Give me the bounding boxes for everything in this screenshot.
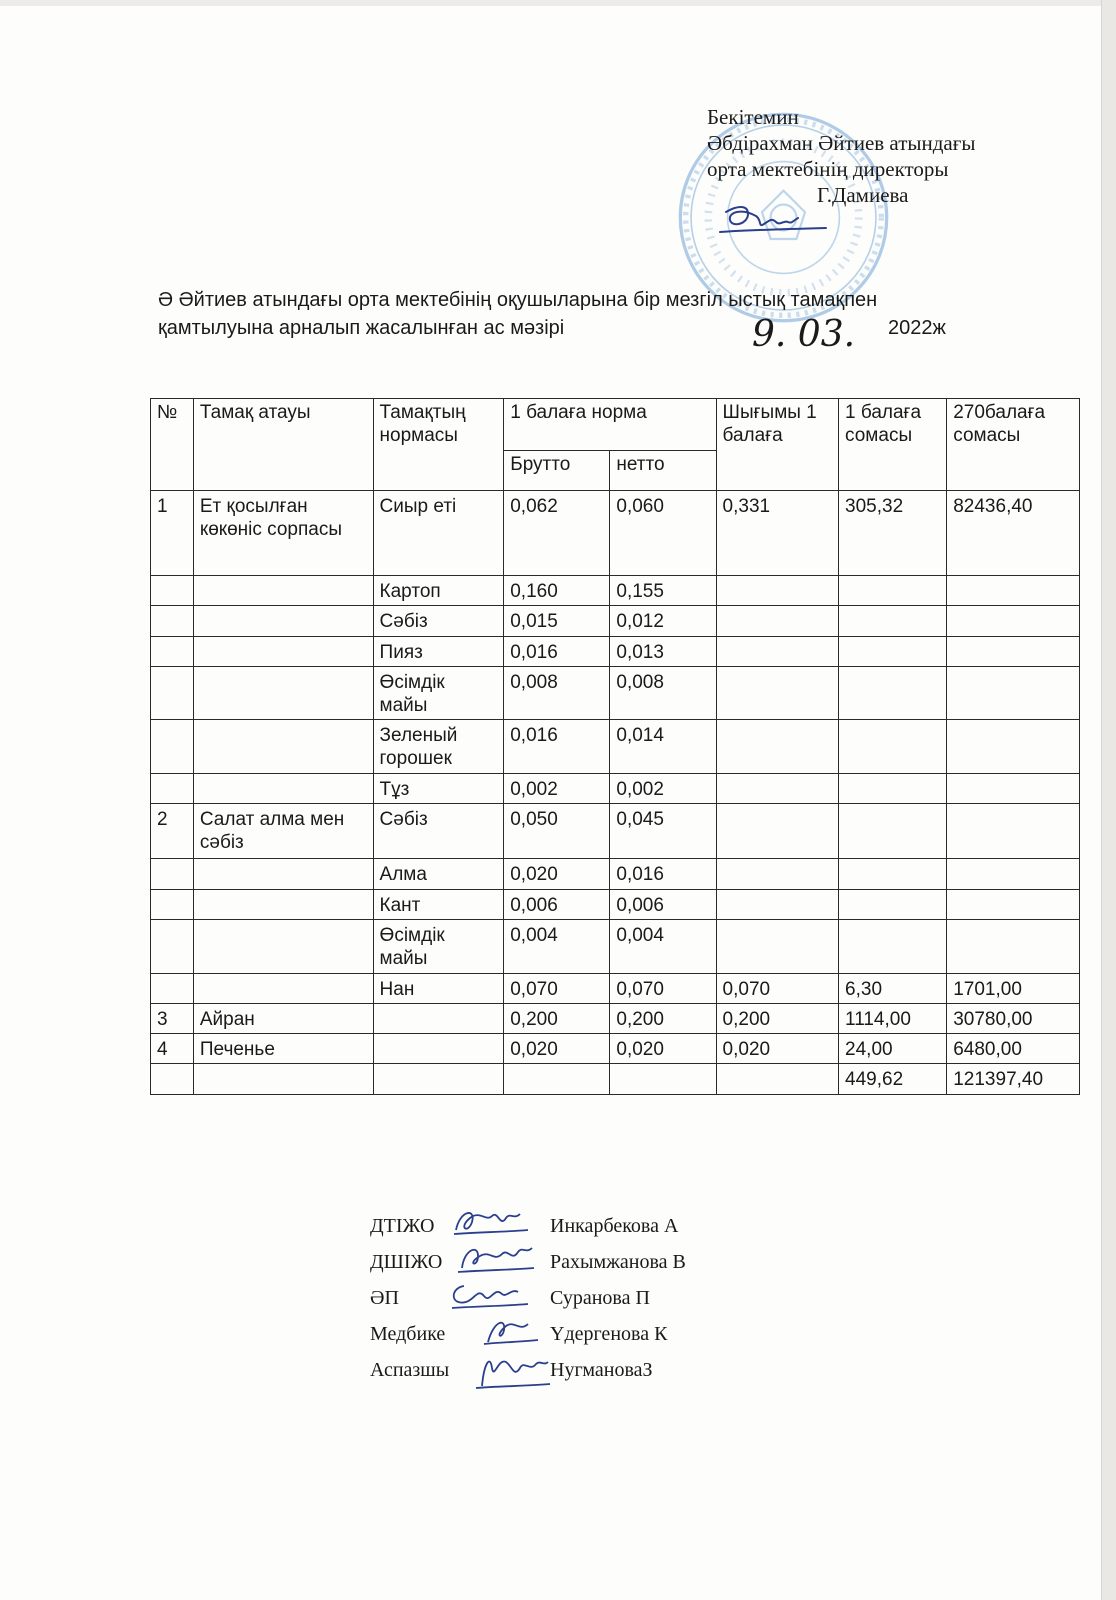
signer-name: Суранова П: [550, 1287, 650, 1309]
approval-block: [707, 104, 975, 208]
table-row: [151, 920, 1080, 974]
cell-dish: [193, 720, 373, 774]
cell-dish: [193, 890, 373, 920]
approval-heading: Бекітемин: [707, 105, 799, 129]
cell-product: Сәбіз: [373, 804, 504, 859]
title-line-2-wrap: [158, 314, 1058, 342]
cell-sum-270: [947, 804, 1080, 859]
table-row: [151, 667, 1080, 720]
cell-dish: [193, 1064, 373, 1095]
header-brutto: Брутто: [504, 451, 610, 491]
cell-product: [373, 1064, 504, 1095]
cell-no: [151, 890, 194, 920]
table-row: [151, 1034, 1080, 1064]
cell-yield: [716, 774, 839, 804]
cell-product: Сәбіз: [373, 606, 504, 637]
cell-product: [373, 1034, 504, 1064]
cell-yield: 0,200: [716, 1004, 839, 1034]
table-row: [151, 637, 1080, 667]
cell-brutto: 0,200: [504, 1004, 610, 1034]
cell-netto: 0,045: [610, 804, 716, 859]
cell-product: Нан: [373, 974, 504, 1004]
cell-product: Өсімдік майы: [373, 920, 504, 974]
cell-dish: [193, 667, 373, 720]
handwritten-date: [748, 312, 868, 360]
cell-brutto: 0,160: [504, 576, 610, 606]
table-header-row: [151, 399, 1080, 451]
cell-brutto: 0,062: [504, 491, 610, 576]
cell-sum-270: [947, 637, 1080, 667]
cell-no: [151, 606, 194, 637]
scan-edge-right: [1101, 0, 1116, 1600]
cell-yield: [716, 859, 839, 890]
cell-netto: 0,002: [610, 774, 716, 804]
cell-netto: 0,006: [610, 890, 716, 920]
cell-yield: [716, 576, 839, 606]
approval-position-line: орта мектебінің директоры: [707, 157, 949, 181]
signature-3: [444, 1276, 530, 1314]
cell-sum-one: 6,30: [839, 974, 947, 1004]
cell-sum-one: 449,62: [839, 1064, 947, 1095]
cell-yield: [716, 1064, 839, 1095]
cell-product: Тұз: [373, 774, 504, 804]
cell-netto: 0,200: [610, 1004, 716, 1034]
signer-name: Рахымжанова В: [550, 1251, 686, 1273]
cell-brutto: 0,020: [504, 859, 610, 890]
cell-dish: [193, 859, 373, 890]
cell-dish: Печенье: [193, 1034, 373, 1064]
cell-sum-one: 24,00: [839, 1034, 947, 1064]
cell-no: [151, 667, 194, 720]
cell-yield: [716, 606, 839, 637]
cell-sum-270: [947, 576, 1080, 606]
signer-name: Инкарбекова А: [550, 1215, 679, 1237]
signer-role: ДТІЖО: [370, 1215, 435, 1237]
cell-yield: [716, 720, 839, 774]
cell-brutto: 0,006: [504, 890, 610, 920]
cell-sum-one: [839, 667, 947, 720]
signer-role: ӘП: [370, 1287, 399, 1309]
cell-dish: Айран: [193, 1004, 373, 1034]
table-row: [151, 890, 1080, 920]
cell-dish: [193, 974, 373, 1004]
cell-netto: 0,013: [610, 637, 716, 667]
signature-4: [480, 1312, 540, 1350]
cell-yield: 0,070: [716, 974, 839, 1004]
document-title: [158, 286, 1058, 342]
signer-role: ДШІЖО: [370, 1251, 443, 1273]
cell-product: [373, 1004, 504, 1034]
cell-no: 2: [151, 804, 194, 859]
cell-no: [151, 637, 194, 667]
cell-sum-270: [947, 920, 1080, 974]
scan-edge-top: [0, 0, 1116, 6]
cell-dish: [193, 606, 373, 637]
cell-no: [151, 720, 194, 774]
document-year: 2022ж: [888, 317, 946, 339]
cell-product: Өсімдік майы: [373, 667, 504, 720]
cell-product: Алма: [373, 859, 504, 890]
cell-brutto: 0,050: [504, 804, 610, 859]
signer-role: Медбике: [370, 1323, 446, 1345]
cell-no: [151, 920, 194, 974]
menu-table: [150, 398, 1080, 1095]
cell-netto: [610, 1064, 716, 1095]
cell-sum-one: 305,32: [839, 491, 947, 576]
cell-product: Пияз: [373, 637, 504, 667]
cell-dish: Салат алма мен сәбіз: [193, 804, 373, 859]
cell-brutto: 0,016: [504, 720, 610, 774]
table-body: [151, 491, 1080, 1095]
header-no: №: [151, 399, 194, 491]
cell-sum-270: [947, 890, 1080, 920]
cell-brutto: 0,016: [504, 637, 610, 667]
cell-brutto: 0,008: [504, 667, 610, 720]
cell-dish: [193, 576, 373, 606]
table-row: [151, 1064, 1080, 1095]
cell-sum-one: [839, 576, 947, 606]
cell-brutto: 0,020: [504, 1034, 610, 1064]
cell-sum-270: [947, 667, 1080, 720]
header-dish: Тамақ атауы: [193, 399, 373, 491]
cell-yield: 0,331: [716, 491, 839, 576]
cell-dish: [193, 637, 373, 667]
cell-no: [151, 974, 194, 1004]
cell-netto: 0,020: [610, 1034, 716, 1064]
table-row: [151, 720, 1080, 774]
cell-sum-270: 1701,00: [947, 974, 1080, 1004]
cell-brutto: [504, 1064, 610, 1095]
signer-name: Үдергенова К: [550, 1323, 668, 1345]
cell-sum-270: 6480,00: [947, 1034, 1080, 1064]
table-row: [151, 974, 1080, 1004]
cell-dish: [193, 920, 373, 974]
header-sum-270: 270балаға сомасы: [947, 399, 1080, 491]
table-row: [151, 804, 1080, 859]
cell-yield: [716, 804, 839, 859]
cell-yield: 0,020: [716, 1034, 839, 1064]
cell-product: Сиыр еті: [373, 491, 504, 576]
cell-sum-one: [839, 637, 947, 667]
cell-yield: [716, 890, 839, 920]
cell-sum-one: [839, 890, 947, 920]
table-row: [151, 576, 1080, 606]
title-line-1: Ә Әйтиев атындағы орта мектебінің оқушыларына бір мезгіл ыстық тамақпен: [158, 289, 878, 311]
cell-yield: [716, 637, 839, 667]
header-sum-one: 1 балаға сомасы: [839, 399, 947, 491]
cell-sum-270: [947, 774, 1080, 804]
cell-sum-one: [839, 774, 947, 804]
cell-brutto: 0,015: [504, 606, 610, 637]
cell-sum-one: [839, 606, 947, 637]
cell-sum-one: [839, 720, 947, 774]
cell-netto: 0,155: [610, 576, 716, 606]
cell-no: [151, 576, 194, 606]
cell-brutto: 0,070: [504, 974, 610, 1004]
handwritten-date-text: 9. 03.: [752, 314, 856, 355]
director-signature: [718, 198, 833, 243]
cell-sum-270: [947, 606, 1080, 637]
cell-netto: 0,070: [610, 974, 716, 1004]
cell-sum-one: [839, 859, 947, 890]
table-row: [151, 774, 1080, 804]
cell-sum-270: [947, 720, 1080, 774]
table-row: [151, 606, 1080, 637]
cell-netto: 0,004: [610, 920, 716, 974]
cell-sum-270: 121397,40: [947, 1064, 1080, 1095]
table-row: [151, 491, 1080, 576]
cell-sum-270: 30780,00: [947, 1004, 1080, 1034]
cell-no: 1: [151, 491, 194, 576]
cell-netto: 0,008: [610, 667, 716, 720]
cell-sum-270: [947, 859, 1080, 890]
cell-product: Кант: [373, 890, 504, 920]
header-yield: Шығымы 1 балаға: [716, 399, 839, 491]
cell-dish: Ет қосылған көкөніс сорпасы: [193, 491, 373, 576]
approval-school-line: Әбдірахман Әйтиев атындағы: [707, 131, 976, 155]
signer-name: НугмановаЗ: [550, 1359, 653, 1381]
cell-no: [151, 859, 194, 890]
cell-netto: 0,012: [610, 606, 716, 637]
table-row: [151, 1004, 1080, 1034]
cell-product: Зеленый горошек: [373, 720, 504, 774]
director-name: Г.Дамиева: [817, 183, 909, 207]
signature-1: [450, 1204, 530, 1242]
cell-brutto: 0,004: [504, 920, 610, 974]
title-line-2: қамтылуына арналып жасалынған ас мәзірі: [158, 317, 565, 339]
signature-5: [472, 1348, 552, 1392]
cell-yield: [716, 667, 839, 720]
cell-netto: 0,016: [610, 859, 716, 890]
cell-sum-one: 1114,00: [839, 1004, 947, 1034]
header-netto: нетто: [610, 451, 716, 491]
cell-no: [151, 774, 194, 804]
cell-brutto: 0,002: [504, 774, 610, 804]
cell-dish: [193, 774, 373, 804]
cell-netto: 0,014: [610, 720, 716, 774]
cell-sum-one: [839, 920, 947, 974]
cell-netto: 0,060: [610, 491, 716, 576]
cell-product: Картоп: [373, 576, 504, 606]
cell-no: 3: [151, 1004, 194, 1034]
header-norm: Тамақтың нормасы: [373, 399, 504, 491]
signer-role: Аспазшы: [370, 1359, 450, 1381]
cell-sum-270: 82436,40: [947, 491, 1080, 576]
header-per-child: 1 балаға норма: [504, 399, 716, 451]
signature-2: [456, 1240, 536, 1278]
cell-no: 4: [151, 1034, 194, 1064]
cell-sum-one: [839, 804, 947, 859]
cell-yield: [716, 920, 839, 974]
table-row: [151, 859, 1080, 890]
cell-no: [151, 1064, 194, 1095]
